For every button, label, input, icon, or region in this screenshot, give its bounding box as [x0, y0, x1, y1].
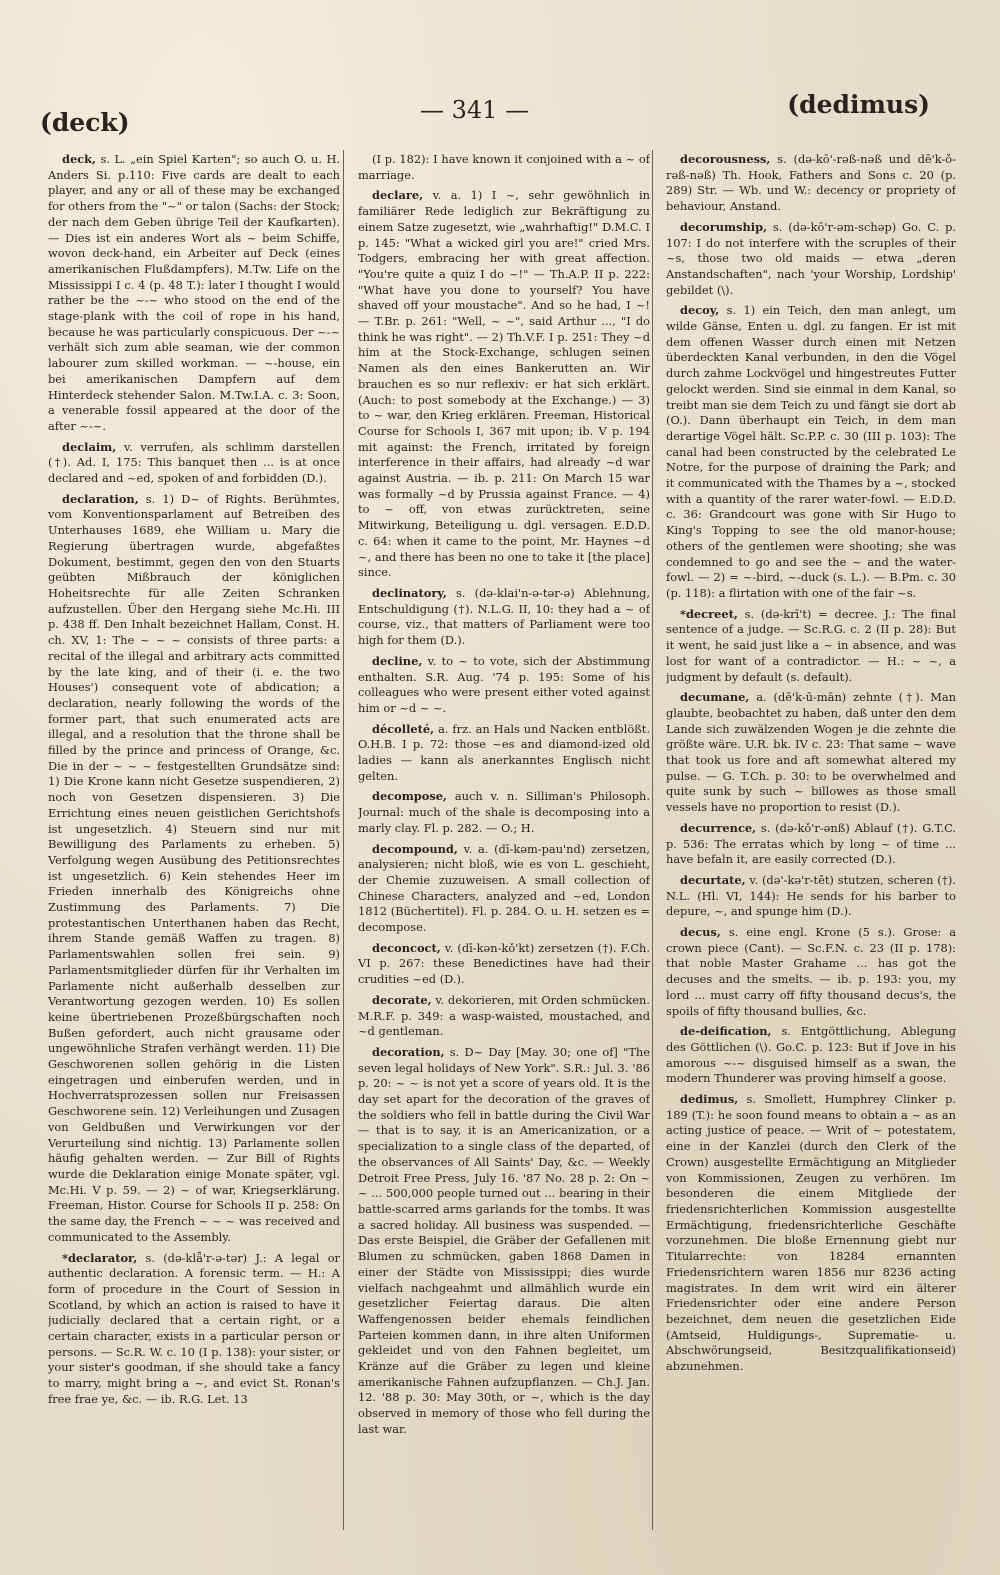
dictionary-entry — [666, 303, 956, 601]
dictionary-entry — [358, 188, 650, 581]
entry-headword: declaim, — [62, 439, 117, 454]
entry-headword: decompose, — [372, 789, 447, 804]
dictionary-entry — [358, 842, 650, 936]
dictionary-entry — [358, 941, 650, 988]
column-1 — [48, 152, 340, 1552]
entry-text: v. a. (dī-kǝm-pau'nd) zersetzen, analysieren; nicht bloß, wie es von L. geschieht, der Chemie zuzuweisen. A small collection of Chinese Characters, analyzed and ~ed, London 1812 (Büchertitel). Fl. p. 284. O. u. H. setzen es = decompose. — [358, 841, 650, 935]
entry-text: s. D~ Day [May. 30; one of] "The seven legal holidays of New York". S.R.: Jul. 3. '86 p. 20: ~ ~ is not yet a score of years old. It is the day set apart for the decoration of the graves of the soldiers who fell in battle during the Civil War — that is to say, it is an Americanization, or a specialization to a single class of the departed, of the observances of All Saints' Day, &c. — Weekly Detroit Free Press, July 16. '87 No. 28 p. 2: On ~ ~ ... 500,000 people turned out ... bearing in their battle-scarred arms garlands for the tombs. It was a sacred holiday. All business was suspended. — Das erste Beispiel, die Gräber der Gefallenen mit Blumen zu schmücken, gaben 1868 Damen in einer der Städte von Mississippi; dies wurde vielfach nachgeahmt und allmählich wurde ein gesetzlicher Feiertag daraus. Die alten Waffengenossen beider ehemals feindlichen Parteien kommen dann, in ihre alten Uniformen gekleidet und von den Fahnen begleitet, um Kränze auf die Gräber zu legen und kleine amerikanische Fahnen aufzupflanzen. — Ch.J. Jan. 12. '88 p. 30: May 30th, or ~, which is the day observed in memory of those who fell during the last war. — [358, 1044, 650, 1436]
entry-text: (I p. 182): I have known it conjoined with a ~ of marriage. — [358, 152, 650, 182]
header-left-catchword: (deck) — [40, 108, 130, 137]
entry-headword: de-deification, — [680, 1024, 772, 1039]
dictionary-entry — [666, 1092, 956, 1375]
entry-text: s. (dǝ-kō'-rǝß-nǝß und dē'k-ǒ-rǝß-nǝß) Th. Hook, Fathers and Sons c. 20 (p. 289) Str. — Wb. und W.: decency or propriety of behaviour, Anstand. — [666, 152, 956, 214]
entry-headword: decumane, — [680, 690, 750, 705]
dictionary-entry — [666, 1024, 956, 1087]
column-rule-1 — [343, 150, 344, 1530]
column-rule-2 — [652, 150, 653, 1530]
entry-headword: *declarator, — [62, 1250, 138, 1265]
entry-headword: decorousness, — [680, 152, 771, 166]
entry-headword: decurrence, — [680, 820, 757, 835]
entry-text: auch v. n. Silliman's Philosoph. Journal: much of the shale is decomposing into a marly clay. Fl. p. 282. — O.; H. — [358, 789, 650, 835]
page-header — [40, 78, 930, 138]
entry-headword: décolleté, — [372, 721, 435, 736]
entry-headword: declare, — [372, 188, 424, 203]
entry-text: s. 1) ein Teich, den man anlegt, um wilde Gänse, Enten u. dgl. zu fangen. Er ist mit dem offenen Wasser durch einen mit Netzen überdeckten Kanal verbunden, in den die Vögel durch zahme Lockvögel und hingestreutes Futter gelockt werden. Sind sie einmal in dem Kanal, so treibt man sie dem Teich zu und fängt sie dort ab (O.). Dann überhaupt ein Teich, in dem man derartige Vögel hält. Sc.P.P. c. 30 (III p. 103): The canal had been constructed by the celebrated Le Notre, for the purpose of draining the Park; and it communicated with the Thames by a ~, stocked with a quantity of the rarer water-fowl. — E.D.D. c. 36: Grandcourt was gone with Sir Hugo to King's Topping to see the old manor-house; others of the gentlemen were shooting; she was condemned to go and see the ~ and the water-fowl. — 2) = ~-bird, ~-duck (s. L.). — B.Pm. c. 30 (p. 118): a flirtation with one of the fair ~s. — [666, 303, 956, 600]
entry-text: a. (dē'k-ū-mān) zehnte (†). Man glaubte, beobachtet zu haben, daß unter den dem Lande sich zuwälzenden Wogen je die zehnte die größte wäre. U.R. bk. IV c. 23: That same ~ wave that took us fore and aft somewhat altered my pulse. — G. T.Ch. p. 30: to be overwhelmed and quite sunk by such ~ billowes as those small vessels have no proportion to resist (D.). — [666, 690, 956, 815]
entry-text: s. (dǝ-kō'r-ǝm-schǝp) Go. C. p. 107: I do not interfere with the scruples of their ~s, those two old maids — etwa „deren Anstandschaften", nach 'your Worship, Lordship' gebildet (\). — [666, 219, 956, 297]
entry-headword: declinatory, — [372, 585, 447, 600]
dictionary-entry — [666, 821, 956, 868]
entry-text: s. (dǝ-krī't) = decree. J.: The final sentence of a judge. — Sc.R.G. c. 2 (II p. 28): But it went, he said just like a ~ in absence, and was lost for want of a contradictor. — H.: ~ ~, a judgment by default (s. default). — [666, 606, 956, 684]
entry-text: v. (dī-kǝn-kǒ'kt) zersetzen (†). F.Ch. VI p. 267: these Benedictines have had their crudities ~ed (D.). — [358, 940, 650, 987]
entry-headword: declaration, — [62, 491, 139, 506]
entry-text: s. Entgöttlichung, Ablegung des Göttlichen (\). Go.C. p. 123: But if Jove in his amorous ~-~ disguised himself as a swan, the modern Thunderer was proving himself a goose. — [666, 1024, 956, 1086]
entry-text: v. a. 1) I ~, sehr gewöhnlich in familiärer Rede lediglich zur Bekräftigung zu einem Satze zugesetzt, wie „wahrhaftig!" D.M.C. I p. 145: "What a wicked girl you are!" cried Mrs. Todgers, embracing her with great affection. "You're quite a quiz I do ~!" — Th.A.P. II p. 222: "What have you done to yourself? You have shaved off your moustache". And so he had, I ~! — T.Br. p. 261: "Well, ~ ~", said Arthur ..., "I do think he was right". — 2) Th.V.F. I p. 251: They ~d him at the Stock-Exchange, schlugen seinen Namen als den eines Bankerutten an. Wir brauchen es so nur reflexiv: er hat sich erklärt. (Auch: to post somebody at the Exchange.) — 3) to ~ war, den Krieg erklären. Freeman, Historical Course for Schools I, 367 mit upon; ib. V p. 194 mit against: the French, irritated by foreign interference in their affairs, had already ~d war against Austria. — ib. p. 211: On March 15 war was formally ~d by Prussia against France. — 4) to ~ off, von etwas zurücktreten, seine Mitwirkung, Beteiligung u. dgl. versagen. E.D.D. c. 64: when it came to the point, Mr. Haynes ~d ~, and there has been no one to take it [the place] since. — [358, 188, 650, 580]
entry-headword: *decreet, — [680, 606, 738, 621]
entry-headword: decus, — [680, 925, 721, 940]
entry-headword: decline, — [372, 653, 423, 668]
dictionary-entry — [666, 925, 956, 1019]
entry-headword: decoy, — [680, 303, 720, 318]
entry-headword: decurtate, — [680, 872, 746, 887]
dictionary-entry — [48, 492, 340, 1246]
dictionary-entry — [358, 152, 650, 183]
header-right-catchword: (dedimus) — [787, 90, 930, 119]
dictionary-entry — [358, 789, 650, 836]
dictionary-entry — [666, 152, 956, 215]
dictionary-entry — [666, 873, 956, 920]
entry-text: v. verrufen, als schlimm darstellen (†). Ad. I, 175: This banquet then ... is at once declared and ~ed, spoken of and forbidden (D.). — [48, 439, 340, 486]
page-number: — 341 — — [420, 96, 530, 124]
dictionary-entry — [666, 220, 956, 299]
dictionary-entry — [358, 1045, 650, 1438]
entry-text: v. to ~ to vote, sich der Abstimmung enthalten. S.R. Aug. '74 p. 195: Some of his colleagues who were present either voted against him or ~d ~ ~. — [358, 653, 650, 715]
dictionary-entry — [358, 722, 650, 785]
entry-text: s. Smollett, Humphrey Clinker p. 189 (T.): he soon found means to obtain a ~ as an acting justice of peace. — Writ of ~ potestatem, eine in der Kanzlei (durch den Clerk of the Crown) ausgestellte Ermächtigung an Mitglieder von Kommissionen, Zeugen zu verhören. Im besonderen die einem Mitgliede der friedensrichterlichen Kommission ausgestellte Ermächtigung, friedensrichterliche Geschäfte vorzunehmen. Die bloße Ernennung giebt nur Titularrechte: von 18284 ernannten Friedensrichtern waren 1856 nur 8236 acting magistrates. In dem writ wird ein älterer Friedensrichter oder eine andere Person bezeichnet, dem neuen die gesetzlichen Eide (Amtseid, Huldigungs-, Suprematie- u. Abschwörungseid, Besitzqualifikationseid) abzunehmen. — [666, 1092, 956, 1374]
entry-headword: decorate, — [372, 992, 432, 1007]
entry-headword: decompound, — [372, 841, 458, 856]
entry-text: v. dekorieren, mit Orden schmücken. M.R.F. p. 349: a wasp-waisted, moustached, and ~d gentleman. — [358, 992, 650, 1039]
entry-text: s. 1) D~ of Rights. Berühmtes, vom Konventionsparlament auf Betreiben des Unterhauses 1689, ehe William u. Mary die Regierung übertragen wurde, abgefaßtes Dokument, bestimmt, gegen den von den Stuarts geübten Mißbrauch der königlichen Hoheitsrechte für alle Zeiten Schranken aufzustellen. Über den Hergang siehe Mc.Hi. III p. 438 ff. Den Inhalt bezeichnet Hallam, Const. H. ch. XV, 1: The ~ ~ ~ consists of three parts: a recital of the illegal and arbitrary acts committed by the late king, and of their (i. e. the two Houses') consequent vote of abdication; a declaration, nearly following the words of the former part, that such enumerated acts are illegal, and a resolution that the throne shall be filled by the prince and princess of Orange, &c. Die in der ~ ~ ~ festgestellten Grundsätze sind: 1) Die Krone kann nicht Gesetze suspendieren, 2) noch von Gesetzen dispensieren. 3) Die Errichtung eines neuen geistlichen Gerichtshofs ist ungesetzlich. 4) Steuern sind nur mit Bewilligung des Parlaments zu erheben. 5) Verfolgung wegen Ausübung des Petitionsrechtes ist ungesetzlich. 6) Kein stehendes Heer im Frieden innerhalb des Königreichs ohne Zustimmung des Parlaments. 7) Die protestantischen Unterthanen haben das Recht, ihrem Stande gemäß Waffen zu tragen. 8) Parlamentswahlen sollen frei sein. 9) Parlamentsmitglieder dürfen für ihr Verhalten im Parlamente nicht außerhalb desselben zur Verantwortung gezogen werden. 10) Es sollen keine übertriebenen Prozeßbürgschaften noch Bußen gefordert, auch nicht grausame oder ungewöhnliche Strafen verhängt werden. 11) Die Geschworenen sollen gehörig in die Listen eingetragen und einberufen werden, und in Hochverratsprozessen sollen nur Freisassen Geschworene sein. 12) Verleihungen und Zusagen von Geldbußen und Verwirkungen vor der Verurteilung sind nichtig. 13) Parlamente sollen häufig gehalten werden. — Zur Bill of Rights wurde die Deklaration einige Monate später, vgl. Mc.Hi. V p. 59. — 2) ~ of war, Kriegserklärung. Freeman, Histor. Course for Schools II p. 258: On the same day, the French ~ ~ ~ was received and communicated to the Assembly. — [48, 491, 340, 1244]
dictionary-entry — [666, 690, 956, 816]
entry-headword: decorumship, — [680, 219, 768, 234]
entry-text: s. (dǝ-klai'n-ǝ-tǝr-ǝ) Ablehnung, Entschuldigung (†). N.L.G. II, 10: they had a ~ of course, viz., that matters of Parliament were too high for them (D.). — [358, 585, 650, 648]
dictionary-entry — [358, 654, 650, 717]
entry-headword: deck, — [62, 152, 97, 166]
entry-text: s. (dǝ-kǒ'r-ǝnß) Ablauf (†). G.T.C. p. 536: The erratas which by long ~ of time ... have befaln it, are easily corrected (D.). — [666, 820, 956, 867]
entry-headword: dedimus, — [680, 1092, 739, 1107]
dictionary-entry — [48, 1251, 340, 1408]
entry-text: s. L. „ein Spiel Karten"; so auch O. u. H. Anders Si. p.110: Five cards are dealt to each player, and any or all of these may be exchanged for others from the "~" or talon (Sachs: der Stock; der nach dem Geben übrige Teil der Kaufkarten). — Dies ist ein anderes Wort als ~ beim Schiffe, wovon deck-hand, ein Arbeiter auf Deck (eines amerikanischen Flußdampfers). M.Tw. Life on the Mississippi I c. 4 (p. 48 T.): later I thought I would rather be the ~-~ who stood on the end of the stage-plank with the coil of rope in his hand, because he was particularly conspicuous. Der ~-~ verhält sich zum able seaman, wie der common labourer zum skilled workman. — ~-house, ein bei amerikanischen Dampfern auf dem Hinterdeck stehender Salon. M.Tw.I.A. c. 3: Soon, a venerable fossil appeared at the door of the after ~-~. — [48, 152, 340, 433]
entry-text: a. frz. an Hals und Nacken entblößt. O.H.B. I p. 72: those ~es and diamond-ized old ladies — kann als anerkanntes Englisch nicht gelten. — [358, 721, 650, 783]
column-2 — [358, 152, 650, 1552]
dictionary-entry — [48, 440, 340, 487]
entry-headword: decoration, — [372, 1044, 445, 1059]
dictionary-entry — [358, 993, 650, 1040]
dictionary-entry — [48, 152, 340, 435]
entry-text: v. (dǝ'-kǝ'r-tēt) stutzen, scheren (†). N.L. (Hl. VI, 144): He sends for his barber to depure, ~, and spunge him (D.). — [666, 872, 956, 919]
entry-headword: deconcoct, — [372, 940, 441, 955]
entry-text: s. (dǝ-klǟ'r-ǝ-tǝr) J.: A legal or authentic declaration. A forensic term. — H.: A form of procedure in the Court of Session in Scotland, by which an action is raised to have it judicially declared that a certain right, or a certain character, exists in a particular person or persons. — Sc.R. W. c. 10 (I p. 138): your sister, or your sister's goodman, if she should take a fancy to marry, might bring a ~, and evict St. Ronan's free frae ye, &c. — ib. R.G. Let. 13 — [48, 1250, 340, 1406]
entry-text: s. eine engl. Krone (5 s.). Grose: a crown piece (Cant). — Sc.F.N. c. 23 (II p. 178): that noble Master Grahame ... has got the decuses and the smelts. — ib. p. 193: you, my lord ... must carry off fifty thousand decus's, the spoils of fifty thousand bullies, &c. — [666, 925, 956, 1018]
dictionary-entry — [666, 607, 956, 686]
dictionary-entry — [358, 586, 650, 649]
column-3 — [666, 152, 956, 1552]
